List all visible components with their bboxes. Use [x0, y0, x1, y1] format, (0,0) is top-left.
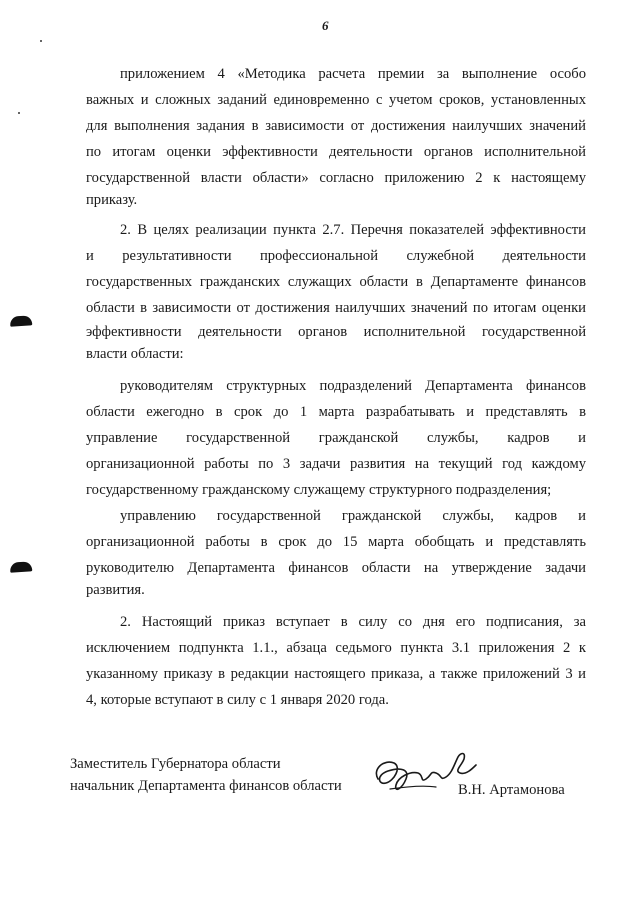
- signatory-position: Заместитель Губернатора области: [70, 756, 281, 772]
- binding-hole-mark: [10, 561, 33, 573]
- body-line: управлению государственной гражданской службы, кадров и: [120, 508, 586, 524]
- body-line: 2. В целях реализации пункта 2.7. Перечня показателей эффективности: [120, 222, 586, 238]
- body-line: управление государственной гражданской службы, кадров и: [86, 430, 586, 446]
- body-line: руководителям структурных подразделений Департамента финансов: [120, 378, 586, 394]
- body-line: государственных гражданских служащих области в Департаменте финансов: [86, 274, 586, 290]
- body-line: руководителю Департамента финансов области на утверждение задачи: [86, 560, 586, 576]
- body-line: развития.: [86, 582, 145, 598]
- body-line: важных и сложных заданий единовременно с учетом сроков, установленных: [86, 92, 586, 108]
- body-line: исключением подпункта 1.1., абзаца седьмого пункта 3.1 приложения 2 к: [86, 640, 586, 656]
- signatory-position: начальник Департамента финансов области: [70, 778, 342, 794]
- body-line: и результативности профессиональной служебной деятельности: [86, 248, 586, 264]
- scan-speck: [40, 40, 42, 42]
- body-line: указанному приказу в редакции настоящего приказа, а также приложений 3 и: [86, 666, 586, 682]
- binding-hole-mark: [10, 315, 33, 327]
- body-line: организационной работы в срок до 15 марта обобщать и представлять: [86, 534, 586, 550]
- body-line: власти области:: [86, 346, 184, 362]
- body-line: области в зависимости от достижения наилучших значений по итогам оценки: [86, 300, 586, 316]
- body-line: 4, которые вступают в силу с 1 января 2020 года.: [86, 692, 389, 708]
- body-line: приказу.: [86, 192, 138, 208]
- body-line: 2. Настоящий приказ вступает в силу со дня его подписания, за: [120, 614, 586, 630]
- body-line: эффективности деятельности органов исполнительной государственной: [86, 324, 586, 340]
- body-line: государственной власти области» согласно приложению 2 к настоящему: [86, 170, 586, 186]
- page-number: 6: [322, 18, 329, 33]
- body-line: области ежегодно в срок до 1 марта разрабатывать и представлять в: [86, 404, 586, 420]
- body-line: приложением 4 «Методика расчета премии за выполнение особо: [120, 66, 586, 82]
- body-line: для выполнения задания в зависимости от достижения наилучших значений: [86, 118, 586, 134]
- body-line: по итогам оценки эффективности деятельности органов исполнительной: [86, 144, 586, 160]
- body-line: государственному гражданскому служащему структурного подразделения;: [86, 482, 552, 498]
- signatory-name: В.Н. Артамонова: [458, 782, 565, 798]
- body-line: организационной работы по 3 задачи развития на текущий год каждому: [86, 456, 586, 472]
- scan-speck: [18, 112, 20, 114]
